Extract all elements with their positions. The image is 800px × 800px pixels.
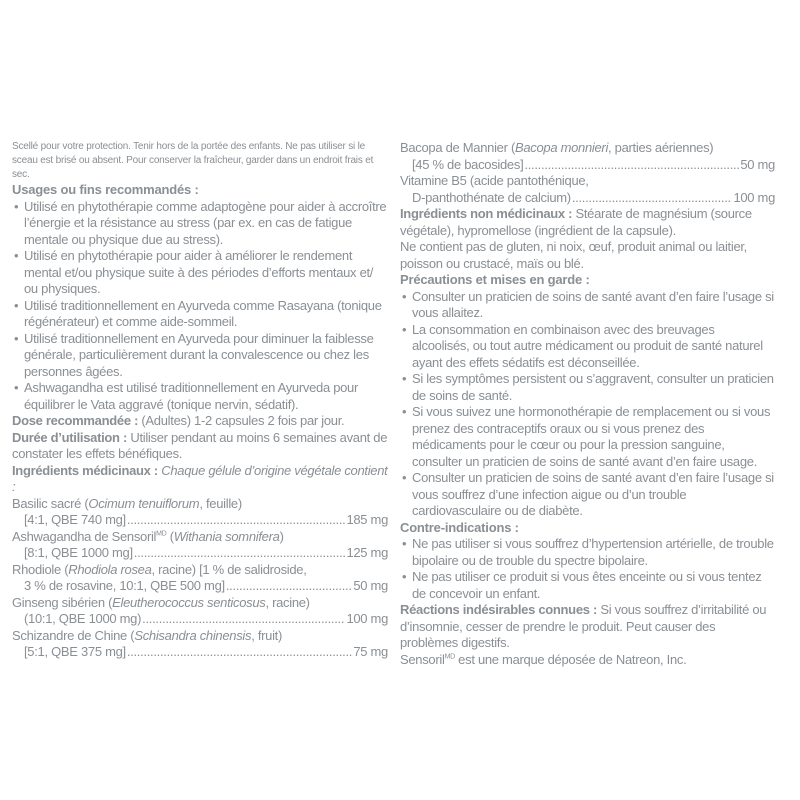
ingredient-spec: [5:1, QBE 375 mg] <box>24 644 126 659</box>
duration-section <box>12 430 388 463</box>
non-medicinal-section <box>400 206 775 239</box>
ingredient-spec: (10:1, QBE 1000 mg) <box>24 611 142 626</box>
ingredient-item <box>12 529 388 562</box>
seal-notice: Scellé pour votre protection. Tenir hors de la portée des enfants. Ne pas utiliser si le sceau est brisé ou absent. Pour conserver la fraîcheur, garder dans un endroit frais et sec. <box>12 141 374 180</box>
ingredient-name: Basilic sacré (Ocimum tenuiflorum, feuille) <box>12 495 242 511</box>
non-medicinal-text: Stéarate de magnésium (source végétale), hypromellose (ingrédient de la capsule). <box>400 206 752 238</box>
contraindications-list <box>400 536 775 602</box>
medicinal-heading-line <box>12 463 388 496</box>
ingredient-dose-line <box>12 644 388 661</box>
ingredient-amount: 125 mg <box>346 545 388 560</box>
uses-list <box>12 199 388 414</box>
ingredient-item <box>12 496 388 529</box>
ingredient-spec: D-panthothénate de calcium) <box>412 189 571 205</box>
ingredient-spec: 3 % de rosavine, 10:1, QBE 500 mg] <box>24 578 225 593</box>
dose-text: (Adultes) 1-2 capsules 2 fois par jour. <box>141 413 345 428</box>
ingredient-item <box>400 140 775 173</box>
ingredient-item <box>12 562 388 595</box>
duration-heading: Durée d’utilisation : <box>12 429 128 445</box>
ingredient-amount: 100 mg <box>733 189 775 205</box>
adverse-reactions-text: Si vous souffrez d’irritabilité ou d’insomnie, cesser de prendre le produit. Peut causer des problèmes digestifs. <box>400 602 767 650</box>
adverse-reactions-section <box>400 602 775 652</box>
medicinal-heading: Ingrédients médicinaux : <box>12 462 158 478</box>
list-item: • Utilisé en phytothérapie comme adaptogène pour aider à accroître l’énergie et la résistance au stress (par ex. en cas de fatigue mentale ou physique due au stress). <box>12 199 388 249</box>
list-item: • Ashwagandha est utilisé traditionnellement en Ayurveda pour équilibrer le Vata aggravé (tonique nervin, sédatif). <box>12 380 388 413</box>
list-item: • Ne pas utiliser si vous souffrez d’hypertension artérielle, de trouble bipolaire ou de trouble du spectre bipolaire. <box>400 536 775 569</box>
ingredient-dose-line <box>12 545 388 562</box>
contraindications-heading: Contre-indications : <box>400 519 519 535</box>
uses-heading: Usages ou fins recommandés : <box>12 182 199 197</box>
ingredient-item <box>12 595 388 628</box>
list-item: • Consulter un praticien de soins de santé avant d’en faire l’usage si vous allaitez. <box>400 289 775 322</box>
list-item: • Ne pas utiliser ce produit si vous êtes enceinte ou si vous tentez de concevoir un enfant. <box>400 569 775 602</box>
list-item: • Utilisé traditionnellement en Ayurveda pour diminuer la faiblesse générale, particulièrement durant la convalescence ou chez les personnes âgées. <box>12 331 388 381</box>
ingredient-dose-line <box>12 512 388 529</box>
ingredient-name: Rhodiole (Rhodiola rosea, racine) [1 % de salidroside, <box>12 561 307 577</box>
ingredient-dose-line <box>12 578 388 595</box>
ingredient-name: Schizandre de Chine (Schisandra chinensis, fruit) <box>12 627 283 643</box>
ingredient-amount: 100 mg <box>346 611 388 626</box>
duration-text: Utiliser pendant au moins 6 semaines avant de constater les effets bénéfiques. <box>12 429 388 461</box>
medicinal-intro: Chaque gélule d’origine végétale contient : <box>12 462 388 494</box>
list-item: • Utilisé traditionnellement en Ayurveda comme Rasayana (tonique régénérateur) et comme aide-sommeil. <box>12 298 388 331</box>
precautions-heading: Précautions et mises en garde : <box>400 272 590 287</box>
ingredient-spec: [45 % de bacosides] <box>412 156 524 172</box>
list-item: • La consommation en combinaison avec des breuvages alcoolisés, ou tout autre médicament ou produit de santé naturel ayant des effets sédatifs est déconseillée. <box>400 322 775 372</box>
ingredient-dose-line <box>400 190 775 207</box>
list-item: • Si vous suivez une hormonothérapie de remplacement ou si vous prenez des contraceptifs oraux ou si vous prenez des médicaments pour le cœur ou pour la pression sanguine, consulter un praticien de soins de santé avant d’en faire usage. <box>400 404 775 470</box>
ingredient-amount: 75 mg <box>353 644 388 659</box>
dose-section <box>12 413 388 430</box>
allergen-free-statement: Ne contient pas de gluten, ni noix, œuf, produit animal ou laitier, poisson ou crustacé, maïs ou blé. <box>400 239 747 271</box>
list-item: • Utilisé en phytothérapie pour aider à améliorer le rendement mental et/ou physique suite à des périodes d’efforts mentaux et/ ou physiques. <box>12 248 388 298</box>
dose-heading: Dose recommandée : <box>12 413 139 428</box>
non-medicinal-heading: Ingrédients non médicinaux : <box>400 206 573 221</box>
ingredient-dose-line <box>12 611 388 628</box>
ingredient-dose-line <box>400 157 775 174</box>
adverse-reactions-heading: Réactions indésirables connues : <box>400 602 598 617</box>
ingredient-amount: 50 mg <box>353 578 388 593</box>
right-column <box>400 140 775 668</box>
precautions-list <box>400 289 775 520</box>
list-item: • Si les symptômes persistent ou s’aggravent, consulter un praticien de soins de santé. <box>400 371 775 404</box>
ingredient-name: Ginseng sibérien (Eleutherococcus senticosus, racine) <box>12 594 310 610</box>
ingredient-amount: 185 mg <box>346 512 388 527</box>
ingredient-name: Bacopa de Mannier (Bacopa monnieri, parties aériennes) <box>400 140 714 155</box>
ingredient-spec: [4:1, QBE 740 mg] <box>24 512 126 527</box>
trademark-notice: Sensoril$^{MD}$ est une marque déposée de Natreon, Inc. <box>400 651 687 667</box>
ingredient-name: Ashwagandha de Sensoril$^{MD}$ (Withania somnifera) <box>12 528 284 544</box>
list-item: • Consulter un praticien de soins de santé avant d’en faire l’usage si vous souffrez d’une infection aigue ou d’un trouble cardiovasculaire ou de diabète. <box>400 470 775 520</box>
ingredient-name: Vitamine B5 (acide pantothénique, <box>400 173 589 188</box>
ingredient-item <box>400 173 775 206</box>
ingredient-item <box>12 628 388 661</box>
ingredient-amount: 50 mg <box>740 156 775 172</box>
left-column <box>12 140 388 661</box>
ingredient-spec: [8:1, QBE 1000 mg] <box>24 545 133 560</box>
